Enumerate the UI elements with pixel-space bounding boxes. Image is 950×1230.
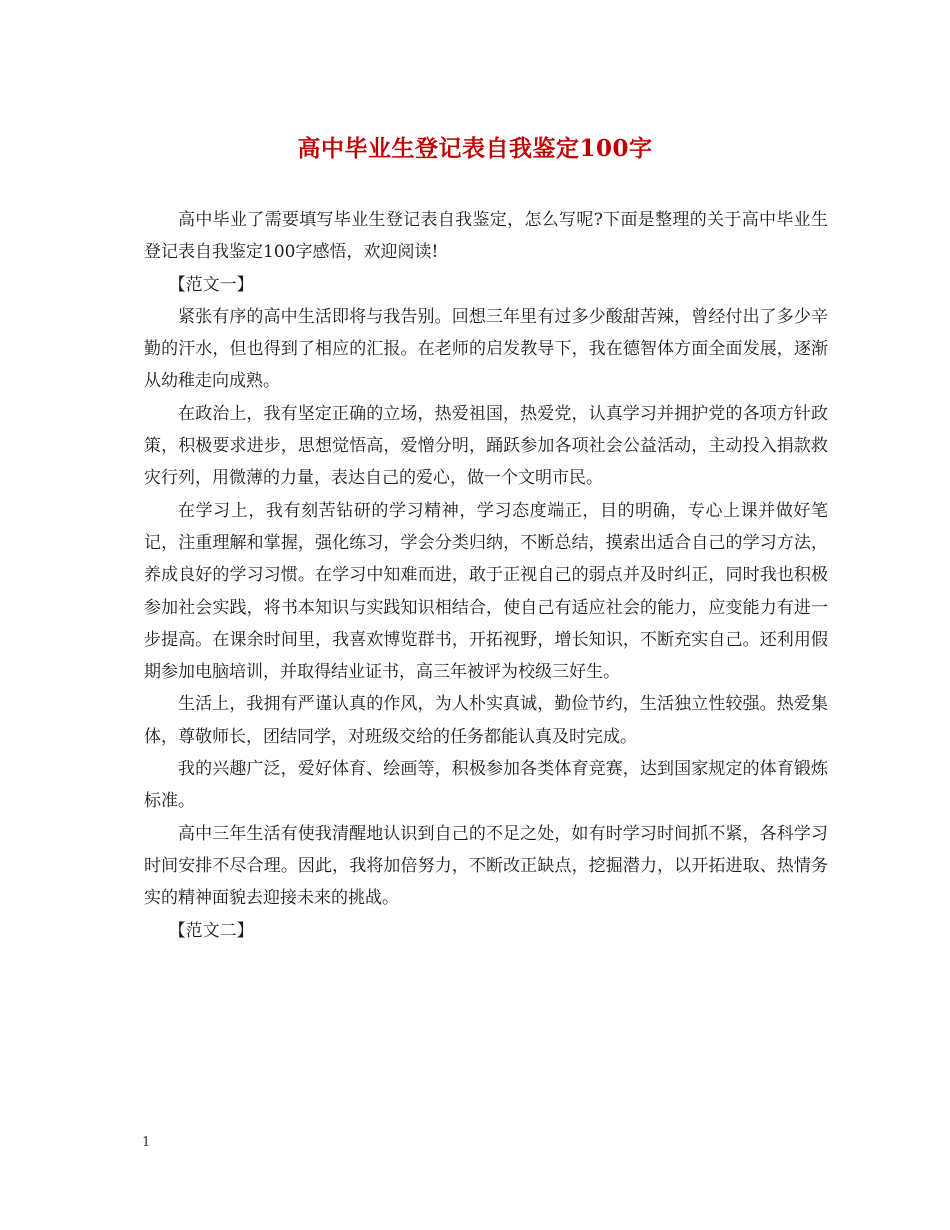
section-heading-sample-2: 【范文二】 xyxy=(168,920,254,941)
body-paragraph: 生活上，我拥有严谨认真的作风，为人朴实真诚，勤俭节约，生活独立性较强。热爱集体，尊敬师长，团结同学，对班级交给的任务都能认真及时完成。 xyxy=(144,694,828,747)
section-heading-sample-1: 【范文一】 xyxy=(168,274,254,295)
intro-paragraph: 高中毕业了需要填写毕业生登记表自我鉴定，怎么写呢?下面是整理的关于高中毕业生登记表自我鉴定100字感悟，欢迎阅读! xyxy=(144,210,828,263)
body-paragraph: 高中三年生活有使我清醒地认识到自己的不足之处，如有时学习时间抓不紧，各科学习时间安排不尽合理。因此，我将加倍努力，不断改正缺点，挖掘潜力，以开拓进取、热情务实的精神面貌去迎接未来的挑战。 xyxy=(144,823,828,909)
body-paragraph: 我的兴趣广泛，爱好体育、绘画等，积极参加各类体育竞赛，达到国家规定的体育锻炼标准。 xyxy=(144,759,828,812)
body-paragraph: 紧张有序的高中生活即将与我告别。回想三年里有过多少酸甜苦辣，曾经付出了多少辛勤的汗水，但也得到了相应的汇报。在老师的启发教导下，我在德智体方面全面发展，逐渐从幼稚走向成熟。 xyxy=(144,306,828,392)
document-title: 高中毕业生登记表自我鉴定100字 xyxy=(297,135,653,162)
body-paragraph: 在学习上，我有刻苦钻研的学习精神，学习态度端正，目的明确，专心上课并做好笔记，注重理解和掌握，强化练习，学会分类归纳，不断总结，摸索出适合自己的学习方法，养成良好的学习习惯。在学习中知难而进，敢于正视自己的弱点并及时纠正，同时我也积极参加社会实践，将书本知识与实践知识相结合，使自己有适应社会的能力，应变能力有进一步提高。在课余时间里，我喜欢博览群书，开拓视野，增长知识，不断充实自己。还利用假期参加电脑培训，并取得结业证书，高三年被评为校级三好生。 xyxy=(144,500,828,683)
page-number: 1 xyxy=(142,1135,151,1150)
document-body xyxy=(144,204,828,947)
body-paragraph: 在政治上，我有坚定正确的立场，热爱祖国，热爱党，认真学习并拥护党的各项方针政策，积极要求进步，思想觉悟高，爱憎分明，踊跃参加各项社会公益活动，主动投入捐款救灾行列，用微薄的力量，表达自己的爱心，做一个文明市民。 xyxy=(144,403,828,489)
